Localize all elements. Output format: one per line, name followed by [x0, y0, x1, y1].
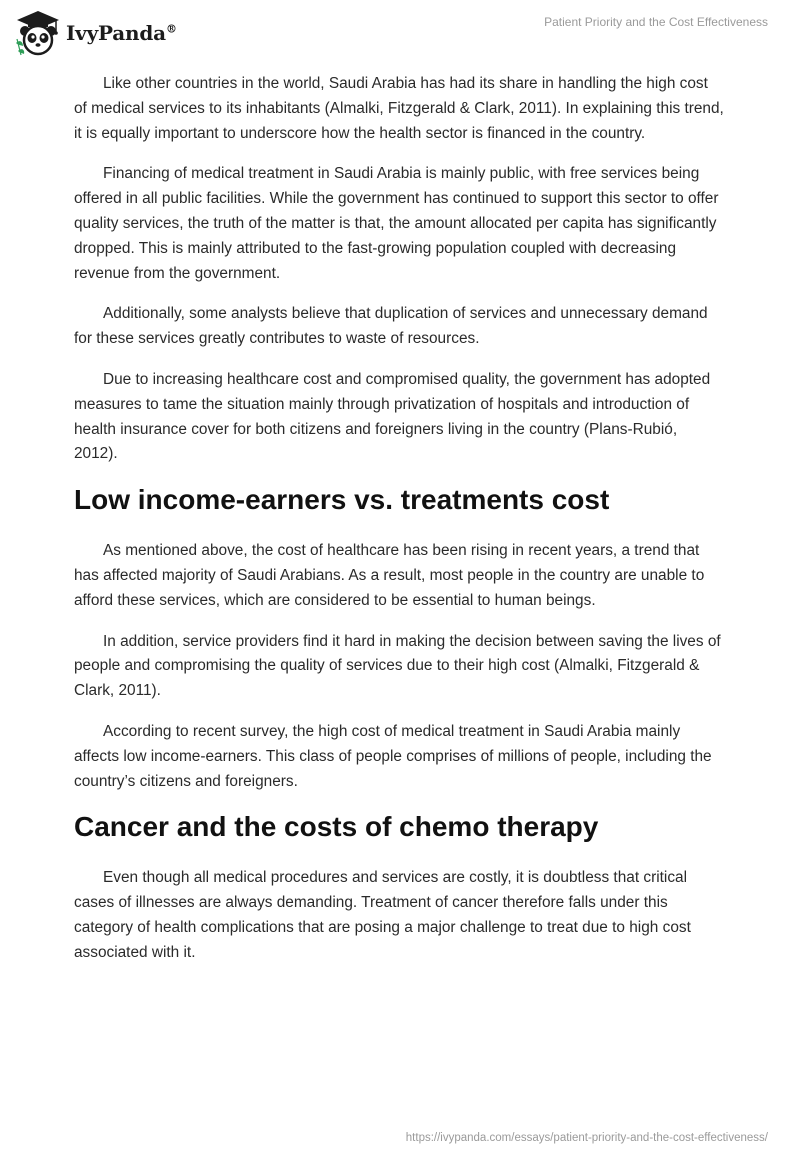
paragraph: Additionally, some analysts believe that duplication of services and unnecessary demand for these services greatly contributes to waste of resources.	[74, 305, 708, 348]
paragraph: Financing of medical treatment in Saudi Arabia is mainly public, with free services being offered in all public facilities. While the government has continued to support this sector to offer quality services, the truth of the matter is that, the amount allocated per capita has significantly dropped. This is mainly attributed to the fast-growing population coupled with decreasing revenue from the government.	[74, 165, 719, 282]
paragraph: In addition, service providers find it hard in making the decision between saving the lives of people and compromising the quality of services due to their high cost (Almalki, Fitzgerald & Clark, 2011).	[74, 632, 721, 700]
ivypanda-logo[interactable]	[14, 8, 177, 58]
document-title: Patient Priority and the Cost Effectiveness	[544, 15, 768, 29]
brand-name: IvyPanda®	[66, 21, 177, 45]
page-header	[0, 0, 800, 70]
essay-content	[74, 72, 724, 982]
panda-graduate-icon	[14, 9, 62, 57]
paragraph: Even though all medical procedures and services are costly, it is doubtless that critical cases of illnesses are always demanding. Treatment of cancer therefore falls under this category of health complications that are posing a major challenge to treat due to high cost associated with it.	[74, 869, 691, 961]
paragraph: Like other countries in the world, Saudi Arabia has had its share in handling the high cost of medical services to its inhabitants (Almalki, Fitzgerald & Clark, 2011). In explaining this trend, it is equally important to underscore how the health sector is financed in the country.	[74, 75, 724, 142]
section-heading-cancer: Cancer and the costs of chemo therapy	[74, 811, 599, 843]
paragraph: According to recent survey, the high cost of medical treatment in Saudi Arabia mainly affects low income-earners. This class of people comprises of millions of people, including the country’s citizens and foreigners.	[74, 722, 712, 790]
paragraph: Due to increasing healthcare cost and compromised quality, the government has adopted measures to tame the situation mainly through privatization of hospitals and introduction of health insurance cover for both citizens and foreigners living in the country (Plans-Rubió, 2012).	[74, 370, 711, 463]
source-url[interactable]: https://ivypanda.com/essays/patient-priority-and-the-cost-effectiveness/	[405, 1132, 768, 1144]
section-heading-low-income: Low income-earners vs. treatments cost	[74, 484, 610, 516]
paragraph: As mentioned above, the cost of healthcare has been rising in recent years, a trend that has affected majority of Saudi Arabians. As a result, most people in the country are unable to afford these services, which are considered to be essential to human beings.	[74, 542, 705, 609]
